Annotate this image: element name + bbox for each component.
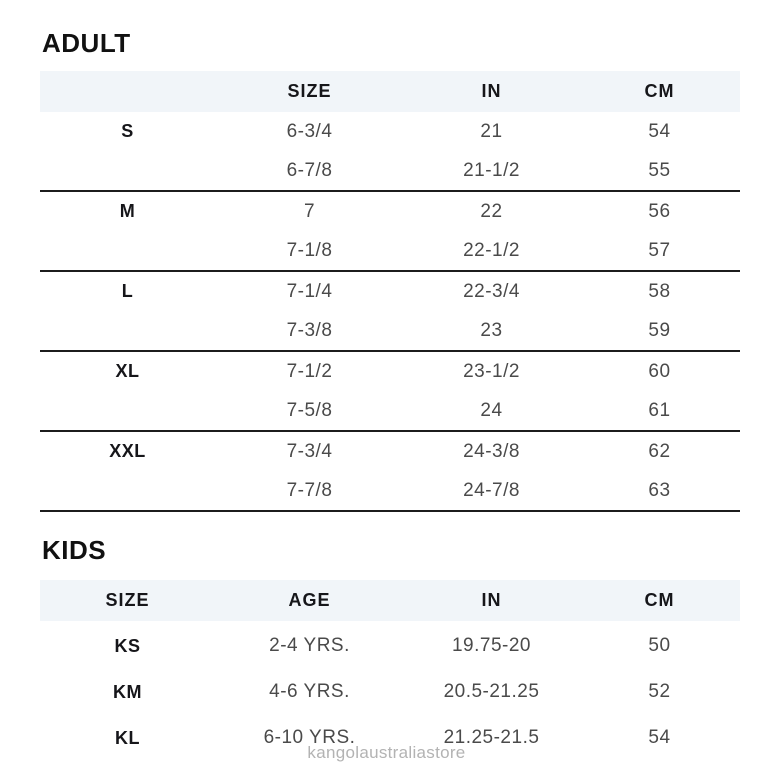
kids-section-title: KIDS <box>42 535 107 565</box>
kids-header-in: IN <box>481 590 502 610</box>
table-row <box>40 272 740 311</box>
adult-group-m <box>40 192 740 272</box>
cm-value: 54 <box>648 727 671 748</box>
adult-header-size: SIZE <box>287 81 332 101</box>
in-value: 21-1/2 <box>463 159 520 181</box>
in-value: 19.75-20 <box>451 635 531 656</box>
cm-value: 54 <box>648 120 671 142</box>
age-value: 4-6 YRS. <box>269 681 350 702</box>
table-row <box>40 192 740 231</box>
size-value: 7-7/8 <box>286 479 333 501</box>
size-label: XL <box>115 361 140 381</box>
cm-value: 55 <box>648 159 671 181</box>
adult-header-cm: CM <box>644 81 675 101</box>
in-value: 20.5-21.25 <box>443 681 540 702</box>
cm-value: 58 <box>648 280 671 302</box>
table-row <box>40 151 740 190</box>
adult-header-in: IN <box>481 81 502 101</box>
table-row <box>40 112 740 151</box>
kids-header-age: AGE <box>288 590 331 610</box>
cm-value: 52 <box>648 681 671 702</box>
kids-header-size: SIZE <box>105 590 150 610</box>
adult-table-header <box>40 71 740 112</box>
size-value: 6-7/8 <box>286 159 333 181</box>
size-value: 6-3/4 <box>286 120 333 142</box>
size-label: M <box>119 201 136 221</box>
size-value: 7-1/4 <box>286 280 333 302</box>
in-value: 21.25-21.5 <box>443 727 540 748</box>
adult-group-s <box>40 112 740 192</box>
in-value: 24-3/8 <box>463 440 520 462</box>
store-watermark: kangolaustraliastore <box>307 743 466 762</box>
in-value: 22-3/4 <box>463 280 520 302</box>
size-label: S <box>121 121 134 141</box>
in-value: 22-1/2 <box>463 239 520 261</box>
cm-value: 59 <box>648 319 671 341</box>
kids-size-table <box>40 580 740 761</box>
cm-value: 60 <box>648 360 671 382</box>
in-value: 24-7/8 <box>463 479 520 501</box>
table-row <box>40 471 740 510</box>
in-value: 23-1/2 <box>463 360 520 382</box>
table-row <box>40 352 740 391</box>
table-row <box>40 432 740 471</box>
cm-value: 62 <box>648 440 671 462</box>
size-value: 7-1/2 <box>286 360 333 382</box>
cm-value: 57 <box>648 239 671 261</box>
in-value: 23 <box>480 319 503 341</box>
in-value: 21 <box>480 120 503 142</box>
size-label: KS <box>114 635 141 656</box>
in-value: 24 <box>480 399 503 421</box>
kids-header-cm: CM <box>644 590 675 610</box>
size-label: XXL <box>109 441 146 461</box>
size-value: 7-1/8 <box>286 239 333 261</box>
size-label: KM <box>113 681 142 702</box>
adult-size-table <box>40 71 740 512</box>
size-value: 7 <box>303 200 316 222</box>
adult-group-l <box>40 272 740 352</box>
size-value: 7-3/4 <box>286 440 333 462</box>
size-label: KL <box>115 727 140 748</box>
cm-value: 63 <box>648 479 671 501</box>
adult-group-xl <box>40 352 740 432</box>
table-row <box>40 231 740 270</box>
table-row <box>40 311 740 350</box>
kids-table-header <box>40 580 740 621</box>
cm-value: 61 <box>648 399 671 421</box>
age-value: 6-10 YRS. <box>263 727 356 748</box>
in-value: 22 <box>480 200 503 222</box>
adult-group-xxl <box>40 432 740 512</box>
cm-value: 50 <box>648 635 671 656</box>
adult-section-title: ADULT <box>42 28 131 58</box>
table-row <box>40 669 740 715</box>
size-value: 7-5/8 <box>286 399 333 421</box>
size-label: L <box>121 281 134 301</box>
cm-value: 56 <box>648 200 671 222</box>
size-value: 7-3/8 <box>286 319 333 341</box>
table-row <box>40 623 740 669</box>
age-value: 2-4 YRS. <box>269 635 350 656</box>
table-row <box>40 391 740 430</box>
